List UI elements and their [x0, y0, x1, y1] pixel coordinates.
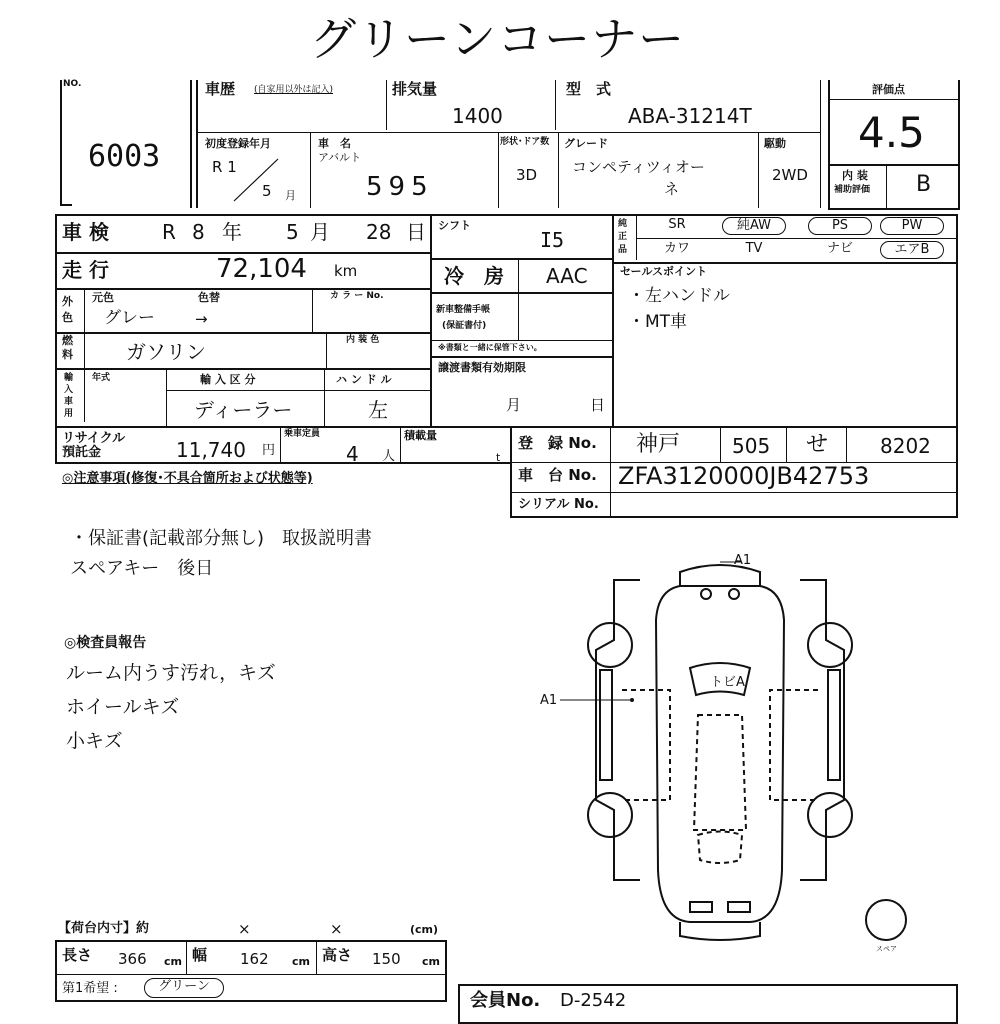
inspector-line-3: 小キズ	[66, 730, 123, 752]
door-dashed-right	[770, 690, 818, 800]
row-line-1b	[430, 258, 614, 260]
cargo-label: 【荷台内寸】約	[58, 921, 150, 936]
cargo-unit: (cm)	[410, 923, 439, 936]
a1-left-dot	[630, 698, 634, 702]
maintenance-note-line	[430, 340, 612, 341]
wheel-rear-right	[808, 793, 852, 837]
cargo-div-1	[186, 942, 187, 974]
header-div-3	[310, 132, 311, 208]
grid-mid-line-2	[612, 214, 614, 428]
transfer-month-unit: 月	[506, 396, 522, 414]
member-value: D-2542	[560, 990, 627, 1011]
header-right-border	[820, 80, 821, 208]
header-left-border2	[196, 80, 198, 208]
import-type-label: 輸 入 区 分	[200, 373, 256, 386]
load-div	[400, 426, 401, 464]
stock-number: 6003	[88, 139, 161, 174]
left-door-panel	[600, 670, 612, 780]
inspection-year: 8	[192, 220, 205, 244]
regist-left	[510, 426, 512, 518]
equipment-item-PS: PS	[808, 217, 872, 235]
score-split-line	[828, 164, 960, 166]
sales-point-1: ・左ハンドル	[628, 286, 730, 306]
cargo-height-value: 150	[372, 950, 401, 968]
score-label: 評価点	[872, 83, 905, 96]
equipment-item-ナビ: ナビ	[826, 241, 853, 256]
wish-value: グリーン	[144, 978, 224, 998]
equipment-item-カワ: カワ	[663, 241, 690, 256]
grade-label: グレード	[564, 137, 608, 150]
grid-top-line	[55, 214, 958, 216]
equipment-item-SR: SR	[668, 217, 686, 232]
equipment-item-純AW: 純AW	[722, 217, 786, 235]
cargo-div-2	[316, 942, 317, 974]
aircon-label: 冷 房	[444, 264, 504, 288]
capacity-div	[280, 426, 281, 464]
recycle-value: 11,740	[176, 438, 246, 462]
cargo-cm-2: cm	[292, 955, 310, 968]
displacement-value: 1400	[452, 104, 503, 128]
equipment-row-line	[636, 238, 956, 239]
inspection-era: R	[162, 220, 176, 244]
chassis-value: ZFA3120000JB42753	[618, 462, 870, 490]
row-line-3	[55, 332, 432, 334]
cargo-times-1: ×	[238, 920, 251, 938]
exterior-arrow: →	[195, 310, 208, 328]
header-div-5	[558, 132, 559, 208]
recycle-label-1: リサイクル	[62, 431, 126, 446]
equipment-bottom-line	[612, 262, 958, 264]
inspector-line-2: ホイールキズ	[66, 696, 180, 718]
fuel-side-label: 燃料	[62, 334, 73, 361]
fuel-div	[326, 332, 327, 368]
recycle-left	[55, 426, 57, 464]
front-bumper	[680, 565, 760, 586]
maintenance-div	[518, 294, 519, 340]
shape-value: 3D	[516, 166, 538, 184]
cargo-height-label: 高さ	[322, 946, 353, 964]
front-light-right	[729, 589, 739, 599]
mileage-unit: km	[334, 262, 358, 280]
import-type-value: ディーラー	[194, 398, 293, 422]
import-sub-line	[166, 390, 430, 391]
load-unit: t	[496, 451, 501, 464]
import-handle-value: 左	[368, 398, 388, 422]
regist-kana: せ	[806, 432, 829, 457]
sales-point-2: ・MT車	[628, 312, 688, 332]
exterior-color: グレー	[104, 308, 155, 328]
import-side-label: 輸入車用	[64, 373, 74, 419]
grade-line2: ネ	[664, 180, 680, 198]
first-reg-month-unit: 月	[285, 189, 296, 202]
regist-class: 505	[732, 434, 771, 458]
regist-label: 登 録 No.	[518, 434, 597, 452]
interior-value: B	[916, 172, 932, 197]
fuel-value: ガソリン	[126, 340, 206, 364]
maintenance-note: ※書類と一緒に保管下さい。	[438, 343, 542, 352]
header-left-border	[190, 80, 192, 208]
row-line-2b	[430, 292, 614, 294]
rear-light-right	[728, 902, 750, 912]
cargo-times-2: ×	[330, 920, 343, 938]
recycle-bottom-line	[55, 462, 512, 464]
first-reg-era: R 1	[212, 158, 237, 176]
chassis-label: 車 台 No.	[518, 466, 597, 484]
first-reg-slash	[228, 155, 288, 203]
import-handle-label: ハ ン ド ル	[336, 373, 392, 386]
car-number: 595	[366, 172, 434, 202]
regist-line-2	[510, 492, 956, 493]
recycle-unit: 円	[262, 443, 276, 458]
no-label: NO.	[63, 79, 82, 89]
header-row-line	[196, 132, 820, 133]
interior-label-1: 内 装	[842, 169, 868, 182]
diagram-spare-label: スペア	[876, 945, 897, 953]
exterior-orig-label: 元色	[92, 291, 114, 304]
shift-label: シフト	[438, 219, 471, 232]
exterior-side-div	[84, 288, 85, 422]
row-line-4	[55, 368, 432, 370]
first-reg-label: 初度登録年月	[205, 137, 271, 150]
car-name-label: 車 名	[318, 137, 351, 150]
recycle-label-2: 預託金	[62, 445, 102, 460]
exterior-code-label: カ ラ ー No.	[330, 291, 384, 301]
wheel-rear-left	[588, 793, 632, 837]
serial-label: シリアル No.	[518, 497, 599, 512]
inspector-line-1: ルーム内うす汚れ，キズ	[66, 662, 276, 684]
mileage-value: 72,104	[216, 254, 307, 284]
right-door-panel	[828, 670, 840, 780]
import-year-label: 年式	[92, 373, 111, 383]
cargo-length-label: 長さ	[62, 946, 93, 964]
displacement-label: 排気量	[392, 80, 438, 98]
notes-label: ◎注意事項(修復･不具合箇所および状態等)	[62, 471, 313, 486]
rear-bumper	[680, 922, 760, 940]
row-line-2	[55, 288, 432, 290]
header-div-6	[758, 132, 759, 208]
grid-mid-line-1	[430, 214, 432, 428]
model-value: ABA-31214T	[628, 104, 752, 128]
rear-light-left	[690, 902, 712, 912]
inspection-year-unit: 年	[222, 220, 242, 244]
row-line-5	[55, 426, 958, 428]
history-label: 車歴	[205, 80, 236, 98]
load-label: 積載量	[404, 429, 437, 442]
aircon-div	[518, 258, 519, 292]
cargo-width-label: 幅	[192, 946, 208, 964]
import-div-2	[324, 368, 325, 426]
wheel-spare	[866, 900, 906, 940]
cargo-cm-1: cm	[164, 955, 182, 968]
regist-div-2	[720, 428, 721, 462]
car-diagram	[530, 550, 910, 960]
exterior-side-label: 外色	[62, 295, 73, 324]
member-label: 会員No.	[470, 990, 541, 1011]
regist-div-4	[846, 428, 847, 462]
roof-dashed	[694, 715, 746, 830]
mileage-label: 走 行	[62, 258, 109, 282]
door-dashed-left	[622, 690, 670, 800]
capacity-label: 乗車定員	[284, 429, 321, 439]
score-label-line	[828, 99, 958, 100]
first-reg-month: 5	[262, 182, 272, 200]
header-div-2	[555, 80, 556, 130]
maintenance-label-2: (保証書付)	[442, 321, 487, 331]
drive-value: 2WD	[772, 166, 808, 184]
rear-window-dashed	[698, 832, 742, 864]
history-note: (自家用以外は記入)	[254, 85, 334, 95]
no-bracket-bottom	[60, 204, 72, 206]
equipment-item-PW: PW	[880, 217, 944, 235]
equipment-side-div	[636, 214, 637, 260]
wish-label: 第1希望 :	[62, 981, 118, 996]
inspector-label: ◎検査員報告	[64, 635, 147, 651]
drive-label: 駆動	[764, 137, 786, 150]
interior-color-label: 内 装 色	[346, 335, 380, 345]
page-title: グリーンコーナー	[310, 12, 686, 66]
score-value: 4.5	[858, 108, 925, 157]
exterior-code-div	[312, 288, 313, 332]
maintenance-label-1: 新車整備手帳	[436, 305, 491, 315]
no-bracket-left	[60, 80, 62, 205]
grid-right-line	[956, 214, 958, 516]
header-div-4	[498, 132, 499, 208]
shape-label: 形状･ドア数	[500, 137, 550, 147]
body-outline	[656, 586, 784, 922]
diagram-a1-left: A1	[540, 693, 558, 708]
sales-points-label: セールスポイント	[620, 265, 708, 278]
cargo-row-line	[55, 974, 447, 975]
notes-line-1: ・保証書(記載部分無し) 取扱説明書	[70, 528, 373, 549]
inspection-month: 5	[286, 220, 299, 244]
cargo-width-value: 162	[240, 950, 269, 968]
equipment-item-TV: TV	[745, 241, 763, 256]
capacity-value: 4	[346, 442, 359, 466]
equipment-side-label: 純正品	[618, 219, 628, 255]
transfer-label: 譲渡書類有効期限	[438, 361, 526, 374]
cargo-cm-3: cm	[422, 955, 440, 968]
interior-div	[886, 164, 887, 208]
regist-bottom	[510, 516, 958, 518]
grade-line1: コンペティツィオー	[572, 158, 705, 176]
header-div-1	[386, 80, 387, 130]
exterior-change-label: 色替	[198, 291, 220, 304]
wheel-front-left	[588, 623, 632, 667]
shift-value: I5	[540, 228, 565, 252]
equipment-item-エアB: エアB	[880, 241, 944, 259]
interior-label-2: 補助評価	[834, 185, 871, 195]
regist-number: 8202	[880, 434, 931, 458]
score-box-right	[958, 80, 960, 210]
notes-line-2: スペアキー 後日	[70, 558, 214, 579]
regist-city: 神戸	[636, 432, 681, 457]
aircon-value: AAC	[546, 264, 588, 288]
model-label: 型 式	[566, 80, 612, 98]
diagram-windshield-label: トビA	[710, 675, 745, 690]
front-light-left	[701, 589, 711, 599]
import-div-1	[166, 368, 167, 426]
wheel-front-right	[808, 623, 852, 667]
inspection-label: 車 検	[62, 220, 109, 244]
grid-left-line	[55, 214, 57, 428]
row-line-3b	[430, 356, 614, 358]
diagram-a1-top: A1	[734, 553, 752, 568]
inspection-month-unit: 月	[310, 220, 330, 244]
score-bottom-line	[828, 208, 960, 210]
transfer-day-unit: 日	[590, 396, 606, 414]
regist-div	[610, 426, 611, 518]
inspection-day: 28	[366, 220, 392, 244]
car-name-value: アバルト	[318, 151, 362, 164]
inspection-day-unit: 日	[406, 220, 426, 244]
cargo-length-value: 366	[118, 950, 147, 968]
capacity-unit: 人	[382, 449, 396, 464]
regist-div-3	[786, 428, 787, 462]
